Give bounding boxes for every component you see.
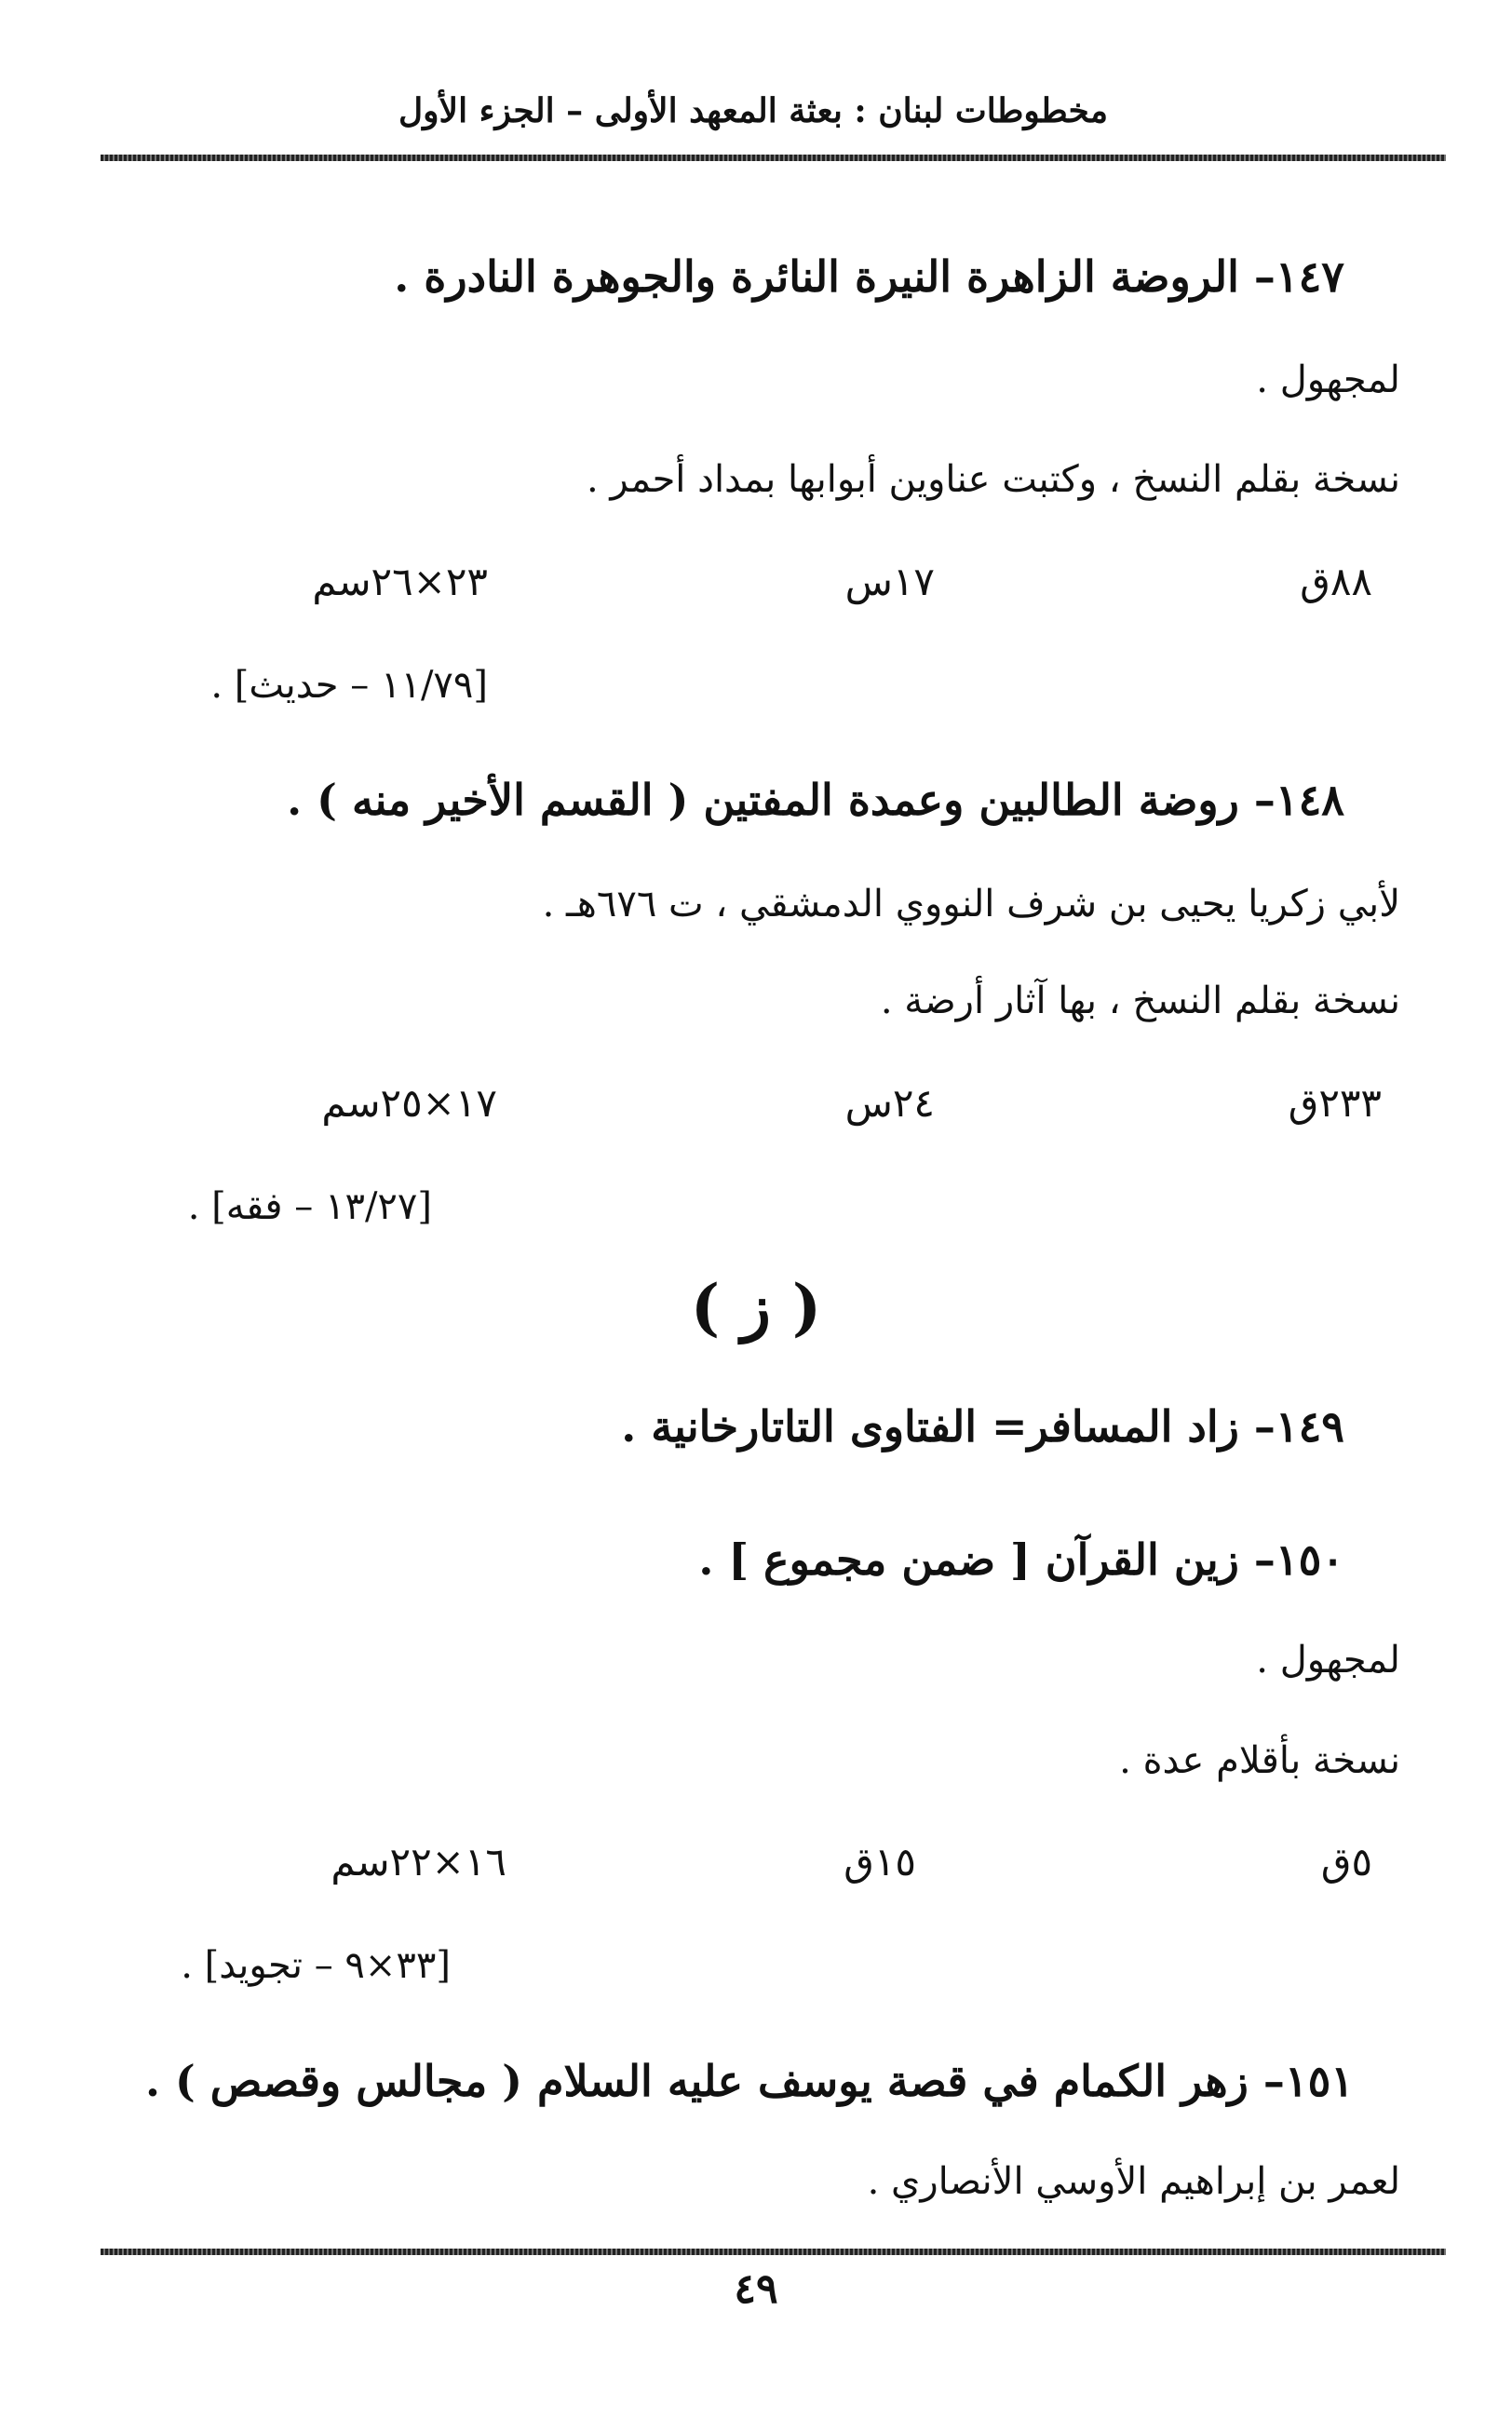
entry-size-148: ١٧×٢٥سم bbox=[321, 1080, 497, 1126]
entry-size-150: ١٦×٢٢سم bbox=[331, 1839, 506, 1885]
entry-author-151: لعمر بن إبراهيم الأوسي الأنصاري . bbox=[867, 2160, 1400, 2203]
entry-lines-148: ٢٤س bbox=[844, 1080, 935, 1126]
entry-lines-147: ١٧س bbox=[844, 559, 935, 604]
entry-leaves-150: ٥ق bbox=[1320, 1839, 1372, 1885]
entry-ref-147: [١١/٧٩ – حديث] . bbox=[210, 664, 488, 707]
entry-title-148: ١٤٨– روضة الطالبين وعمدة المفتين ( القسم الأخير منه ) . bbox=[287, 775, 1344, 825]
footer-rule bbox=[101, 2249, 1446, 2255]
entry-leaves-147: ٨٨ق bbox=[1300, 559, 1372, 604]
entry-size-147: ٢٣×٢٦سم bbox=[312, 559, 488, 604]
entry-description-148: نسخة بقلم النسخ ، بها آثار أرضة . bbox=[880, 980, 1400, 1022]
entry-title-151: ١٥١– زهر الكمام في قصة يوسف عليه السلام ( مجالس وقصص ) . bbox=[144, 2056, 1354, 2106]
entry-author-150: لمجهول . bbox=[1256, 1639, 1400, 1682]
entry-description-150: نسخة بأقلام عدة . bbox=[1119, 1739, 1400, 1782]
entry-ref-150: [٣٣×٩ – تجويد] . bbox=[181, 1944, 451, 1987]
entry-title-149: ١٤٩– زاد المسافر= الفتاوى التاتارخانية . bbox=[621, 1401, 1344, 1452]
entry-leaves-148: ٢٣٣ق bbox=[1288, 1080, 1382, 1126]
entry-author-147: لمجهول . bbox=[1256, 358, 1400, 401]
entry-title-150: ١٥٠– زين القرآن [ ضمن مجموع ] . bbox=[698, 1534, 1344, 1585]
entry-description-147: نسخة بقلم النسخ ، وكتبت عناوين أبوابها بمداد أحمر . bbox=[586, 458, 1400, 501]
page-number: ٤٩ bbox=[734, 2265, 778, 2313]
entry-title-147: ١٤٧– الروضة الزاهرة النيرة النائرة والجوهرة النادرة . bbox=[394, 251, 1344, 302]
entry-author-148: لأبي زكريا يحيى بن شرف النووي الدمشقي ، ت ٦٧٦هـ . bbox=[542, 883, 1400, 926]
header-rule bbox=[101, 155, 1446, 161]
entry-ref-148: [١٣/٢٧ – فقه] . bbox=[187, 1185, 432, 1228]
entry-lines-150: ١٥ق bbox=[844, 1839, 916, 1885]
section-heading-zay: ( ز ) bbox=[690, 1271, 822, 1344]
running-header: مخطوطات لبنان : بعثة المعهد الأولى – الجزء الأول bbox=[398, 91, 1108, 130]
